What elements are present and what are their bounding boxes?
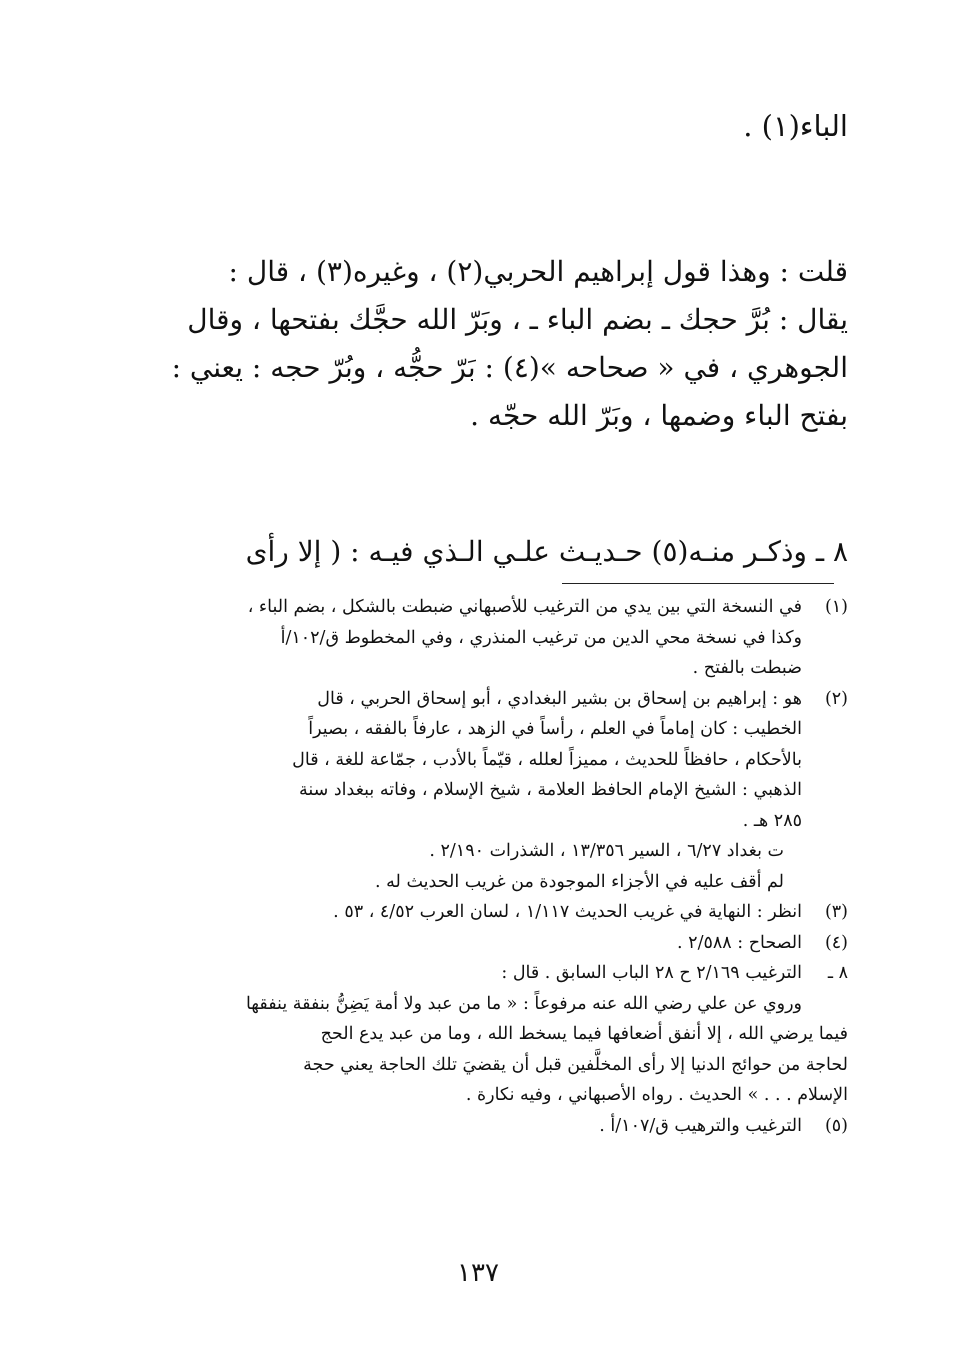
footnote-2-extra xyxy=(102,836,848,897)
footnote-5 xyxy=(102,1111,848,1142)
footnote-separator xyxy=(562,583,834,584)
body-line: بفتح الباء وضمها ، وبَرّ الله حجّه . xyxy=(470,399,848,432)
footnote-number: (٥) xyxy=(824,1115,848,1136)
footnote-line: لحاجة من حوائج الدنيا إلا رأى المخلَّفين قبل أن يقضيَ تلك الحاجة يعني حجة xyxy=(303,1054,848,1075)
footnote-line: الذهبي : الشيخ الإمام الحافظ العلامة ، شيخ الإسلام ، وفاته ببغداد سنة xyxy=(298,780,802,800)
page-number: ١٣٧ xyxy=(457,1258,499,1288)
footnotes xyxy=(102,592,848,1141)
footnote-4 xyxy=(102,928,848,959)
footnote-line: الخطيب : كان إماماً في العلم ، رأساً في الزهد ، عارفاً بالفقه ، بصيراً xyxy=(308,719,802,739)
body-line: قلت : وهذا قول إبراهيم الحربي(٢) ، وغيره(٣) ، قال : xyxy=(228,255,848,288)
footnote-line: وروي عن علي رضي الله عنه مرفوعاً : « ما من عبد ولا أمة يَضِنُّ بنفقة ينفقها xyxy=(245,993,802,1014)
body-line: الجوهري ، في « صحاحه »(٤) : بَرّ حجُّه ، وبُرّ حجه : يعني : xyxy=(171,351,848,384)
footnote-number: (١) xyxy=(824,597,848,617)
footnote-number: (٣) xyxy=(824,902,848,922)
footnote-line: الترغيب ٢/١٦٩ ح ٢٨ الباب السابق . قال : xyxy=(501,963,802,983)
footnote-number: ٨ ـ xyxy=(827,963,848,983)
footnote-line: الترغيب والترهيب ق/١٠٧/أ . xyxy=(599,1115,802,1136)
footnote-1 xyxy=(102,592,848,684)
footnote-2 xyxy=(102,684,848,837)
footnote-3 xyxy=(102,897,848,928)
footnote-line: فيما يرضي الله ، إلا أنفق أضعافها فيما يسخط الله ، وما من عبد يدع الحج xyxy=(320,1024,848,1044)
item-8-line: ٨ ـ وذكـر منـه(٥) حـديـث علـي الـذي فيـه : ( إلا رأى xyxy=(245,535,848,568)
body-line: يقال : بُرَّ حجك ـ بضم الباء ـ ، وبَرّ الله حجَّك بفتحها ، وقال xyxy=(187,303,848,336)
footnote-line: انظر : النهاية في غريب الحديث ١/١١٧ ، لسان العرب ٤/٥٢ ، ٥٣ . xyxy=(333,902,802,922)
footnote-item-8 xyxy=(102,958,848,989)
footnote-number: (٤) xyxy=(824,932,848,953)
footnote-line: ضبطت بالفتح . xyxy=(692,658,802,678)
header-line: الباء(١) . xyxy=(743,109,848,143)
body-paragraph xyxy=(108,248,848,440)
footnote-line: هو : إبراهيم بن إسحاق بن بشير البغدادي ، أبو إسحاق الحربي ، قال xyxy=(317,688,802,709)
footnote-line: لم أقف عليه في الأجزاء الموجودة من غريب الحديث له . xyxy=(375,871,784,892)
footnote-line: الإسلام . . . » الحديث . رواه الأصبهاني ، وفيه نكارة . xyxy=(465,1085,848,1105)
footnote-line: في النسخة التي بين يدي من الترغيب للأصبهاني ضبطت بالشكل ، بضم الباء ، xyxy=(247,597,802,617)
footnote-line: وكذا في نسخة محي الدين من ترغيب المنذري ، وفي المخطوط ق/١٠٢/أ xyxy=(280,627,802,648)
footnote-line: ت بغداد ٦/٢٧ ، السير ١٣/٣٥٦ ، الشذرات ٢/١٩٠ . xyxy=(429,841,784,861)
footnote-item-8-quote xyxy=(102,989,848,1111)
footnote-line: الصحاح : ٢/٥٨٨ . xyxy=(677,932,802,953)
footnote-line: ٢٨٥ هـ . xyxy=(742,810,802,831)
footnote-number: (٢) xyxy=(824,688,848,709)
footnote-line: بالأحكام ، حافظاً للحديث ، مميزاً لعلله ، قيّماً بالأدب ، جمّاعة للغة ، قال xyxy=(292,749,802,770)
